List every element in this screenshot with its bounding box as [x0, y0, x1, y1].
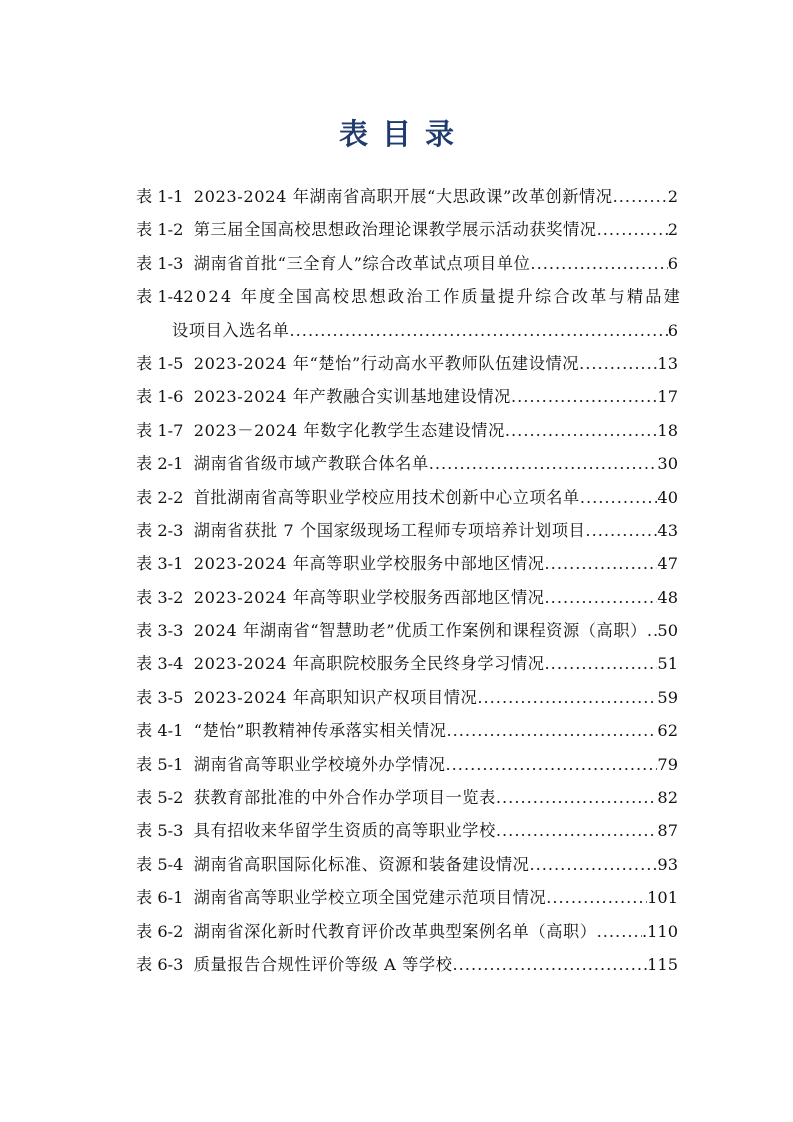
toc-title: 第三届全国高校思想政治理论课教学展示活动获奖情况: [193, 220, 597, 240]
toc-leader: [290, 314, 668, 347]
toc-title: 湖南省获批 7 个国家级现场工程师专项培养计划项目: [193, 520, 586, 540]
toc-entry[interactable]: [136, 681, 678, 714]
toc-label: 表 3-4: [136, 654, 184, 674]
toc-leader: [546, 881, 647, 914]
toc-entry[interactable]: [136, 280, 683, 347]
toc-entry[interactable]: [136, 647, 678, 680]
toc-leader: [585, 514, 657, 547]
toc-label: 表 1-1: [136, 187, 184, 206]
toc-entry[interactable]: [136, 514, 678, 547]
toc-page: 30: [657, 454, 678, 474]
toc-label: 表 1-4: [136, 287, 184, 307]
toc-leader: [529, 848, 657, 881]
toc-label: 表 1-2: [136, 220, 184, 240]
toc-leader: [477, 681, 657, 714]
toc-label: 表 3-5: [136, 687, 184, 707]
toc-label: 表 4-1: [136, 721, 184, 741]
toc-title: 湖南省高等职业学校境外办学情况: [193, 754, 446, 774]
toc-page: 18: [657, 420, 678, 440]
toc-title: 2023-2024 年湖南省高职开展“大思政课”改革创新情况: [193, 187, 613, 206]
toc-label: 表 6-1: [136, 888, 184, 908]
toc-title: 2023-2024 年“楚怡”行动高水平教师队伍建设情况: [193, 353, 580, 373]
toc-page: 51: [657, 654, 678, 674]
toc-label: 表 1-3: [136, 253, 184, 273]
toc-leader: [580, 481, 658, 514]
toc-title: 湖南省首批“三全育人”综合改革试点项目单位: [193, 253, 531, 273]
toc-entry[interactable]: [136, 547, 678, 580]
toc-label: 表 2-1: [136, 454, 184, 474]
toc-page: 115: [647, 954, 678, 974]
toc-leader: [496, 781, 658, 814]
toc-label: 表 6-2: [136, 921, 184, 941]
toc-label: 表 2-3: [136, 520, 184, 540]
toc-entry[interactable]: [136, 481, 678, 514]
toc-page: 101: [647, 888, 678, 908]
toc-title: 2024 年度全国高校思想政治工作质量提升综合改革与精品建: [183, 287, 683, 307]
toc-label: 表 3-2: [136, 587, 184, 607]
toc-entry[interactable]: [136, 781, 678, 814]
toc-page: .110: [641, 921, 678, 941]
toc-page: 47: [657, 554, 678, 574]
toc-entry[interactable]: [136, 814, 678, 847]
toc-leader: [597, 915, 642, 948]
toc-leader: [505, 414, 658, 447]
toc-leader: [530, 247, 667, 280]
toc-page: 79: [657, 754, 678, 774]
page-title: 表目录: [338, 117, 468, 151]
toc-label: 表 5-4: [136, 854, 184, 874]
toc-entry[interactable]: [136, 414, 678, 447]
toc-title: 湖南省深化新时代教育评价改革典型案例名单（高职）: [193, 921, 597, 941]
toc-title: 具有招收来华留学生资质的高等职业学校: [193, 821, 496, 841]
toc-title: 质量报告合规性评价等级 A 等学校: [193, 954, 453, 974]
toc-entry[interactable]: [136, 581, 678, 614]
toc-title: 2023-2024 年高等职业学校服务中部地区情况: [193, 554, 545, 574]
toc-page: 82: [657, 788, 678, 808]
toc-page: 50: [657, 621, 678, 641]
toc-page: 2: [667, 187, 678, 206]
toc-entry[interactable]: [136, 915, 678, 948]
toc-page: 93: [657, 854, 678, 874]
toc-entry[interactable]: [136, 848, 678, 881]
toc-page: 59: [657, 687, 678, 707]
toc-label: 表 3-1: [136, 554, 184, 574]
toc-title: 首批湖南省高等职业学校应用技术创新中心立项名单: [193, 487, 580, 507]
toc-page: 43: [657, 520, 678, 540]
toc-page: 13: [657, 353, 678, 373]
toc-title-continued: 设项目入选名单: [172, 320, 290, 340]
toc-entry[interactable]: [136, 948, 678, 981]
toc-leader: [429, 447, 658, 480]
toc-entry[interactable]: [136, 380, 678, 413]
toc-label: 表 1-5: [136, 353, 184, 373]
toc-entry[interactable]: [136, 447, 678, 480]
toc-label: 表 1-7: [136, 420, 184, 440]
toc-leader: [446, 748, 658, 781]
toc-page: 48: [657, 587, 678, 607]
toc-label: 表 2-2: [136, 487, 184, 507]
toc-entry[interactable]: [136, 614, 678, 647]
toc-leader: [446, 714, 657, 747]
toc-title: 湖南省高职国际化标准、资源和装备建设情况: [193, 854, 530, 874]
toc-title: “楚怡”职教精神传承落实相关情况: [193, 721, 447, 741]
toc-entry[interactable]: [136, 347, 678, 380]
toc-label: 表 6-3: [136, 954, 184, 974]
toc-leader: [496, 814, 658, 847]
toc-page: 6: [667, 253, 678, 273]
toc-label: 表 5-2: [136, 788, 184, 808]
toc-label: 表 1-6: [136, 387, 184, 407]
toc-label: 表 5-1: [136, 754, 184, 774]
toc-title: 湖南省省级市域产教联合体名单: [193, 454, 429, 474]
toc-label: 表 5-3: [136, 821, 184, 841]
toc-page: 2: [667, 220, 678, 240]
toc-title: 2023-2024 年产教融合实训基地建设情况: [193, 387, 511, 407]
toc-title: 2023-2024 年高职知识产权项目情况: [193, 687, 478, 707]
toc-entry[interactable]: [136, 714, 678, 747]
toc-leader: [453, 948, 648, 981]
toc-leader: [647, 614, 657, 647]
toc-page: 40: [657, 487, 678, 507]
toc-entry[interactable]: [136, 213, 678, 246]
toc-title: 2024 年湖南省“智慧助老”优质工作案例和课程资源（高职）: [193, 621, 647, 641]
table-of-contents: [136, 180, 683, 981]
toc-entry[interactable]: [136, 881, 678, 914]
toc-leader: [613, 180, 668, 213]
toc-page: 62: [657, 721, 678, 741]
toc-title: 湖南省高等职业学校立项全国党建示范项目情况: [193, 888, 547, 908]
toc-label: 表 3-3: [136, 621, 184, 641]
toc-entry[interactable]: [136, 748, 678, 781]
toc-title: 2023－2024 年数字化教学生态建设情况: [193, 420, 505, 440]
toc-leader: [545, 647, 658, 680]
toc-leader: [511, 380, 657, 413]
toc-page: 6: [667, 320, 678, 340]
toc-title: 2023-2024 年高等职业学校服务西部地区情况: [193, 587, 545, 607]
toc-title: 获教育部批准的中外合作办学项目一览表: [193, 788, 496, 808]
toc-page: 17: [657, 387, 678, 407]
toc-leader: [597, 213, 668, 246]
toc-page: 87: [657, 821, 678, 841]
toc-entry[interactable]: [136, 247, 678, 280]
toc-leader: [545, 581, 658, 614]
toc-entry[interactable]: [136, 180, 678, 213]
toc-leader: [545, 547, 658, 580]
toc-leader: [579, 347, 657, 380]
toc-title: 2023-2024 年高职院校服务全民终身学习情况: [193, 654, 545, 674]
